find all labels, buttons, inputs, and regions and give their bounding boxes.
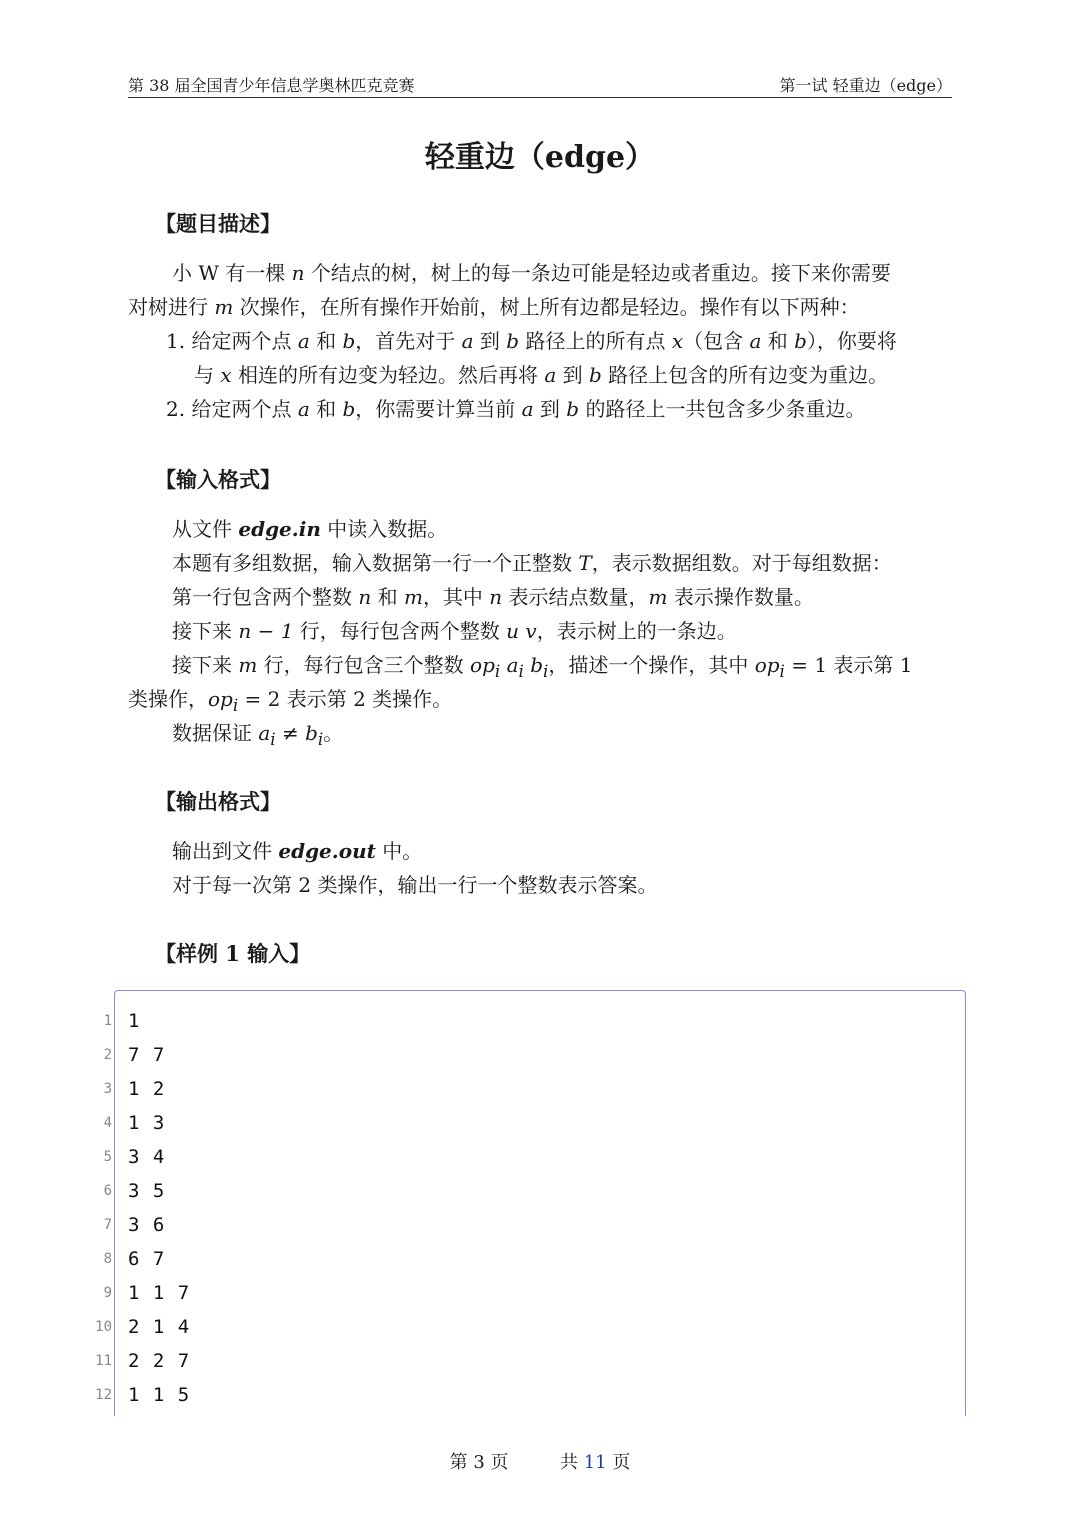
- code-text: 3 4: [128, 1146, 166, 1168]
- input-body: [128, 512, 952, 750]
- problem-title: 轻重边（edge）: [424, 140, 656, 175]
- line-number: 6: [103, 1183, 112, 1199]
- sample-code-lines: [80, 1004, 960, 1412]
- line-number: 10: [95, 1319, 112, 1335]
- code-text: 3 5: [128, 1180, 166, 1202]
- code-text: 3 6: [128, 1214, 166, 1236]
- code-line: [80, 1344, 960, 1378]
- page-number: 3: [473, 1452, 485, 1473]
- operation-item-1-cont: 与 x 相连的所有边变为轻边。然后再将 a 到 b 路径上包含的所有边变为重边。: [194, 363, 889, 387]
- input-heading: 【输入格式】: [155, 467, 281, 492]
- page-footer: [0, 1450, 1080, 1476]
- sample-heading: 【样例 1 输入】: [155, 941, 311, 966]
- code-line: [80, 1174, 960, 1208]
- code-line: [80, 1208, 960, 1242]
- code-line: [80, 1378, 960, 1412]
- description-body: [128, 256, 952, 426]
- code-line: [80, 1276, 960, 1310]
- code-text: 1 3: [128, 1112, 166, 1134]
- code-line: [80, 1140, 960, 1174]
- description-line-2: 对树进行 m 次操作，在所有操作开始前，树上所有边都是轻边。操作有以下两种：: [128, 295, 860, 319]
- line-number: 5: [103, 1149, 112, 1165]
- code-text: 2 2 7: [128, 1350, 191, 1372]
- page-number-suffix: 页: [490, 1452, 509, 1473]
- output-body: [128, 834, 952, 902]
- page-number-prefix: 第: [449, 1452, 468, 1473]
- input-line-4: 接下来 n − 1 行，每行包含两个整数 u v，表示树上的一条边。: [172, 619, 737, 643]
- operation-item-2: 2. 给定两个点 a 和 b，你需要计算当前 a 到 b 的路径上一共包含多少条重边。: [166, 397, 866, 421]
- code-line: [80, 1242, 960, 1276]
- code-text: 1: [128, 1010, 141, 1032]
- line-number: 3: [103, 1081, 112, 1097]
- line-number: 1: [103, 1013, 112, 1029]
- output-heading: 【输出格式】: [155, 789, 281, 814]
- code-line: [80, 1310, 960, 1344]
- code-text: 6 7: [128, 1248, 166, 1270]
- code-text: 1 1 5: [128, 1384, 191, 1406]
- line-number: 11: [95, 1353, 112, 1369]
- input-line-1: 从文件 edge.in 中读入数据。: [172, 517, 448, 541]
- header-contest-name: 第 38 届全国青少年信息学奥林匹克竞赛: [128, 76, 415, 95]
- total-pages-prefix: 共: [560, 1452, 578, 1473]
- input-line-6: 类操作，$op_i = 2$ 表示第 2 类操作。: [128, 687, 453, 715]
- input-line-3: 第一行包含两个整数 n 和 m，其中 n 表示结点数量，m 表示操作数量。: [172, 585, 814, 609]
- code-line: [80, 1106, 960, 1140]
- code-line: [80, 1072, 960, 1106]
- total-pages-link[interactable]: 11: [583, 1452, 607, 1473]
- line-number: 2: [103, 1047, 112, 1063]
- description-line-1: 小 W 有一棵 n 个结点的树，树上的每一条边可能是轻边或者重边。接下来你需要: [172, 261, 891, 285]
- total-pages-suffix: 页: [612, 1452, 631, 1473]
- line-number: 8: [103, 1251, 112, 1267]
- line-number: 12: [95, 1387, 112, 1403]
- description-heading: 【题目描述】: [155, 211, 281, 236]
- page-header: [128, 72, 952, 98]
- header-problem-name: 第一试 轻重边（edge）: [779, 76, 952, 95]
- input-line-7: 数据保证 $a_i \ne b_i$。: [172, 721, 344, 749]
- code-line: [80, 1038, 960, 1072]
- code-text: 2 1 4: [128, 1316, 191, 1338]
- code-text: 1 2: [128, 1078, 166, 1100]
- input-line-2: 本题有多组数据，输入数据第一行一个正整数 T，表示数据组数。对于每组数据：: [172, 551, 892, 575]
- output-line-1: 输出到文件 edge.out 中。: [172, 839, 423, 863]
- code-line: [80, 1004, 960, 1038]
- code-text: 7 7: [128, 1044, 166, 1066]
- line-number: 9: [103, 1285, 112, 1301]
- input-line-5: 接下来 m 行，每行包含三个整数 $op_i$ $a_i$ $b_i$，描述一个操作，其中 $op_i = 1$ 表示第 1: [172, 653, 913, 681]
- output-line-2: 对于每一次第 2 类操作，输出一行一个整数表示答案。: [172, 873, 658, 897]
- line-number: 7: [103, 1217, 112, 1233]
- code-text: 1 1 7: [128, 1282, 191, 1304]
- operation-item-1: 1. 给定两个点 a 和 b，首先对于 a 到 b 路径上的所有点 x（包含 a 和 b），你要将: [166, 329, 897, 353]
- line-number: 4: [103, 1115, 112, 1131]
